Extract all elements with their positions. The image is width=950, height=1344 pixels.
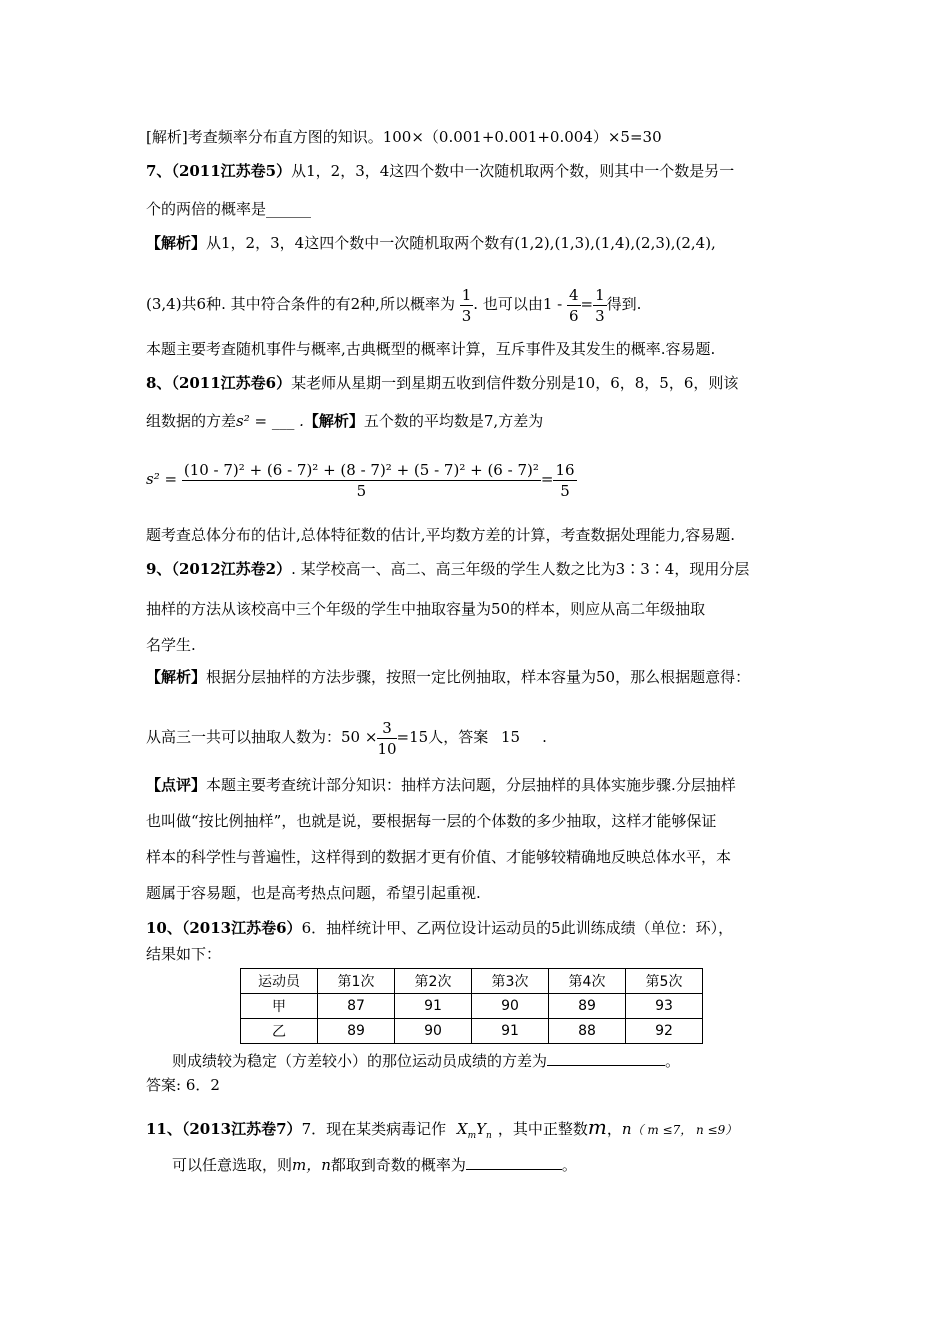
table-cell: 乙	[241, 1019, 318, 1044]
question-text: ，其中正整数	[497, 1120, 588, 1138]
question-number: 9、	[146, 560, 172, 578]
table-header-cell: 第4次	[549, 969, 626, 994]
variance-fraction: $\frac{\text{(10 - 7)² + (6 - 7)² + (8 - 7)² + (5 - 7)² + (6 - 7)²}}{5}$	[183, 460, 539, 500]
answer-blank	[466, 1153, 562, 1170]
question-source: （2013江苏卷7）	[181, 1120, 302, 1138]
analysis-text: 从高三一共可以抽取人数为：	[146, 728, 342, 746]
comment-tag: 【点评】	[146, 776, 207, 794]
analysis-9-line-1	[146, 667, 750, 687]
analysis-line-q6: [解析]考查频率分布直方图的知识。100×（0.001+0.001+0.004）×5=30	[146, 128, 662, 146]
question-11-line-1: 11、（2013江苏卷7）7．现在某类病毒记作 $X_mY_n$ ，其中正整数m，n（ m ≤7， n ≤9）	[146, 1115, 738, 1141]
comment-9-line-1	[146, 775, 736, 795]
table-header-cell: 第3次	[472, 969, 549, 994]
question-text: 7．现在某类病毒记作	[301, 1120, 447, 1138]
question-text: ，现用分层	[674, 560, 750, 578]
fraction-4-6: $\frac{4}{6}$	[568, 285, 579, 325]
analysis-text: 根据分层抽样的方法步骤，按照一定比例抽取，样本容量为50，那么根据题意得：	[206, 668, 751, 686]
analysis-text: (3,4)共6种. 其中符合条件的有2种,所以概率为	[146, 295, 455, 313]
question-9-line-1	[146, 559, 749, 579]
ratio: 3∶3∶4	[615, 560, 675, 578]
table-cell: 91	[395, 994, 472, 1019]
question-text: 6．抽样统计甲、乙两位设计运动员的5此训练成绩（单位：环），	[301, 919, 734, 937]
question-text: 可以任意选取，则	[172, 1156, 293, 1174]
question-11-line-2: 可以任意选取，则m，n都取到奇数的概率为 。	[172, 1153, 577, 1175]
table-header-cell: 第2次	[395, 969, 472, 994]
analysis-text: 得到.	[606, 295, 642, 313]
question-source: （2012江苏卷2）	[171, 560, 292, 578]
equals-sign: =	[580, 295, 594, 313]
analysis-7-line-2	[146, 282, 641, 326]
comment-8: 题考查总体分布的估计,总体特征数的估计,平均数方差的计算，考查数据处理能力,容易题.	[146, 526, 736, 544]
analysis-tag: 【解析】	[303, 412, 364, 430]
table-header-cell: 运动员	[241, 969, 318, 994]
analysis-7-line-3: 本题主要考查随机事件与概率,古典概型的概率计算，互斥事件及其发生的概率.容易题.	[146, 340, 716, 358]
question-9-line-3: 名学生.	[146, 636, 196, 654]
answer-10: 答案: 6．2	[146, 1076, 220, 1094]
fraction-1-3: $\frac{1}{3}$	[461, 285, 472, 325]
question-text: 某老师从星期一到星期五收到信件数分别是10，6，8，5，6，则该	[291, 374, 739, 392]
variance-formula	[146, 455, 577, 503]
table-cell: 90	[395, 1019, 472, 1044]
table-cell: 89	[318, 1019, 395, 1044]
scores-table	[240, 968, 703, 1044]
table-row	[241, 994, 703, 1019]
variance-result: $\frac{16}{5}$	[555, 460, 575, 500]
analysis-text: 五个数的平均数是7,方差为	[363, 412, 544, 430]
question-source: （2011江苏卷5）	[171, 162, 292, 180]
analysis-7-line-1	[146, 233, 716, 253]
constraint: （ m ≤7， n ≤9）	[631, 1123, 738, 1137]
question-10-line-1	[146, 918, 733, 938]
table-cell: 89	[549, 994, 626, 1019]
table-header-cell: 第1次	[318, 969, 395, 994]
question-text: . 某学校高一、高二、高三年级的学生人数之比为	[291, 560, 616, 578]
question-source: （2011江苏卷6）	[171, 374, 292, 392]
question-text: 则成绩较为稳定（方差较小）的那位运动员成绩的方差为	[172, 1052, 548, 1070]
question-text: 组数据的方差	[146, 412, 237, 430]
virus-notation: $X_mY_n$	[456, 1120, 492, 1141]
question-9-line-2: 抽样的方法从该校高中三个年级的学生中抽取容量为50的样本，则应从高二年级抽取	[146, 600, 706, 618]
formula-lhs: s² =	[146, 470, 178, 488]
table-cell: 91	[472, 1019, 549, 1044]
question-7-line-1	[146, 161, 734, 181]
question-8-line-1	[146, 373, 738, 393]
question-source: （2013江苏卷6）	[181, 919, 302, 937]
question-7-line-2: 个的两倍的概率是______	[146, 200, 312, 218]
analysis-tag: 【解析】	[146, 234, 207, 252]
table-cell: 92	[626, 1019, 703, 1044]
table-cell: 93	[626, 994, 703, 1019]
analysis-text: =15人，答案	[396, 728, 489, 746]
answer-blank	[547, 1049, 665, 1066]
question-number: 10、	[146, 919, 182, 937]
table-cell: 88	[549, 1019, 626, 1044]
question-text: 都取到奇数的概率为	[330, 1156, 466, 1174]
question-number: 11、	[146, 1120, 182, 1138]
question-text: 从1，2，3，4这四个数中一次随机取两个数，则其中一个数是另一	[291, 162, 735, 180]
table-cell: 90	[472, 994, 549, 1019]
question-number: 7、	[146, 162, 172, 180]
variance-blank: s² = ___ .	[236, 412, 304, 430]
question-10-line-3: 则成绩较为稳定（方差较小）的那位运动员成绩的方差为 。	[172, 1049, 680, 1071]
question-number: 8、	[146, 374, 172, 392]
comment-text: 本题主要考查统计部分知识：抽样方法问题，分层抽样的具体实施步骤.分层抽样	[206, 776, 736, 794]
table-header-cell: 第5次	[626, 969, 703, 994]
fraction-1-3-result: $\frac{1}{3}$	[595, 285, 605, 325]
comment-9-line-2: 也叫做“按比例抽样”，也就是说，要根据每一层的个体数的多少抽取，这样才能够保证	[146, 812, 717, 830]
comment-9-line-4: 题属于容易题，也是高考热点问题，希望引起重视.	[146, 884, 481, 902]
table-cell: 87	[318, 994, 395, 1019]
question-8-line-2	[146, 411, 543, 431]
analysis-tag: 【解析】	[146, 668, 207, 686]
analysis-9-line-2: 从高三一共可以抽取人数为：50 × $\frac{3}{10}$ =15人，答案 15 .	[146, 718, 547, 758]
analysis-text: . 也可以由1 -	[473, 295, 563, 313]
question-10-line-2: 结果如下：	[146, 945, 222, 963]
comment-9-line-3: 样本的科学性与普遍性，这样得到的数据才更有价值、才能够较精确地反映总体水平，本	[146, 848, 732, 866]
analysis-text: 从1，2，3，4这四个数中一次随机取两个数有(1,2),(1,3),(1,4),(2,3),(2,4),	[206, 234, 716, 252]
answer-value: 15	[500, 728, 521, 746]
table-row	[241, 1019, 703, 1044]
fraction-3-10: $\frac{3}{10}$	[377, 718, 397, 758]
equals-sign: =	[540, 470, 554, 488]
formula: 50 ×	[341, 728, 378, 746]
table-header-row	[241, 969, 703, 994]
table-cell: 甲	[241, 994, 318, 1019]
